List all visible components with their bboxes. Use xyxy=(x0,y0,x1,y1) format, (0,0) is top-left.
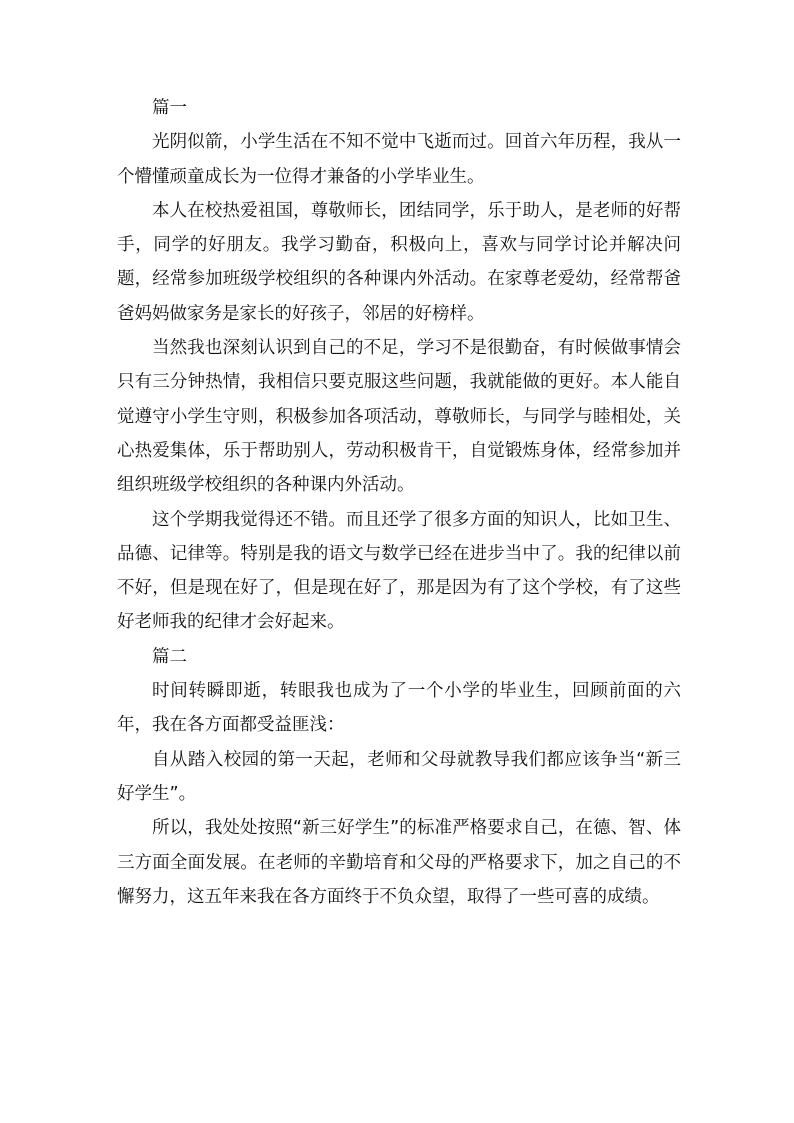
paragraph: 这个学期我觉得还不错。而且还学了很多方面的知识人，比如卫生、品德、记律等。特别是我的语文与数学已经在进步当中了。我的纪律以前不好，但是现在好了，但是现在好了，那是因为有了这个学校，有了这些好老师我的纪律才会好起来。 xyxy=(117,509,681,633)
section-heading-1: 篇一 xyxy=(152,98,187,118)
section-heading-2: 篇二 xyxy=(152,646,187,667)
paragraph: 所以，我处处按照“新三好学生”的标准严格要求自己，在德、智、体三方面全面发展。在老师的辛勤培育和父母的严格要求下，加之自己的不懈努力，这五年来我在各方面终于不负众望，取得了一些可喜的成绩。 xyxy=(117,818,681,907)
paragraph: 本人在校热爱祖国，尊敬师长，团结同学，乐于助人，是老师的好帮手，同学的好朋友。我学习勤奋，积极向上，喜欢与同学讨论并解决问题，经常参加班级学校组织的各种课内外活动。在家尊老爱幼，经常帮爸爸妈妈做家务是家长的好孩子，邻居的好榜样。 xyxy=(117,200,681,324)
paragraph: 当然我也深刻认识到自己的不足，学习不是很勤奋，有时候做事情会只有三分钟热情，我相信只要克服这些问题，我就能做的更好。本人能自觉遵守小学生守则，积极参加各项活动，尊敬师长，与同学与睦相处，关心热爱集体，乐于帮助别人，劳动积极肯干，自觉锻炼身体，经常参加并组织班级学校组织的各种课内外活动。 xyxy=(117,338,681,496)
paragraph: 光阴似箭，小学生活在不知不觉中飞逝而过。回首六年历程，我从一个懵懂顽童成长为一位得才兼备的小学毕业生。 xyxy=(117,132,681,187)
document-body xyxy=(117,91,681,914)
paragraph: 自从踏入校园的第一天起，老师和父母就教导我们都应该争当“新三好学生”。 xyxy=(117,749,681,804)
paragraph: 时间转瞬即逝，转眼我也成为了一个小学的毕业生，回顾前面的六年，我在各方面都受益匪浅： xyxy=(117,681,681,736)
